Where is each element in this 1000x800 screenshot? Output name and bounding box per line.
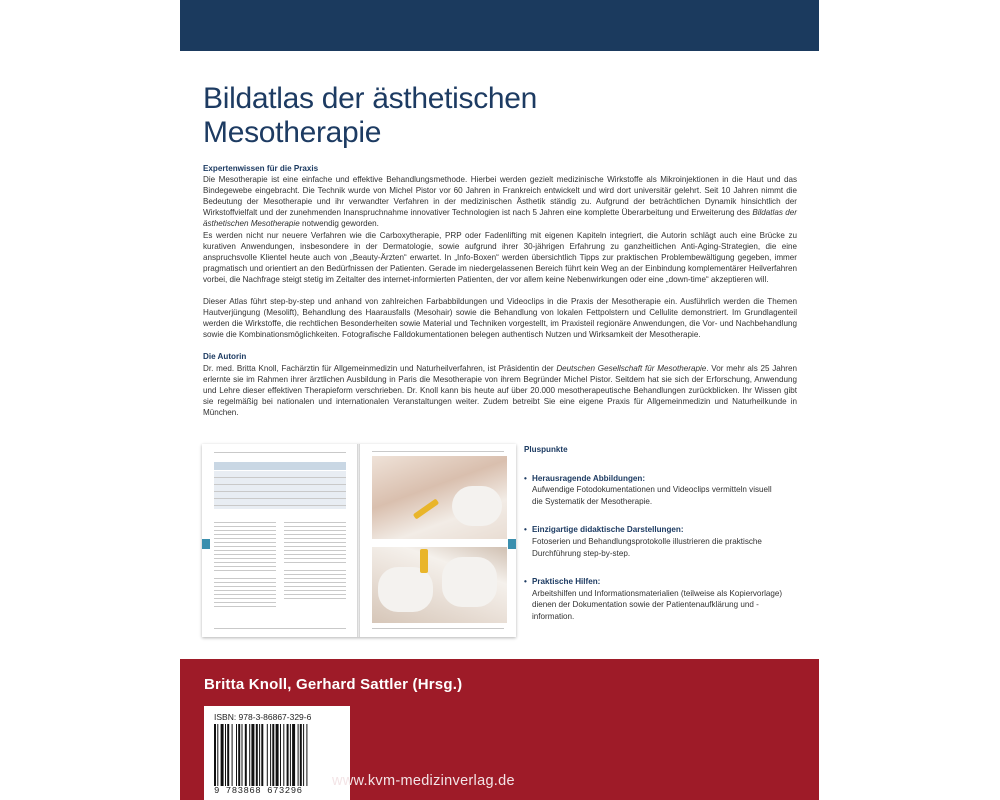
barcode-bar: [245, 724, 247, 786]
barcode-bar: [242, 724, 243, 786]
barcode-box: [204, 706, 350, 800]
pluspunkt-title: Praktische Hilfen:: [532, 577, 601, 587]
barcode-icon: [214, 724, 340, 786]
bullet-icon: •: [524, 577, 527, 587]
barcode-bar: [217, 724, 218, 786]
barcode-bar: [283, 724, 284, 786]
pluspunkt-text: Fotoserien und Behandlungsprotokolle illustrieren die praktische Durchführung step-by-step.: [532, 536, 762, 558]
book-spread-right-page-photos-icon: [360, 444, 516, 637]
paragraph-4-a: Dr. med. Britta Knoll, Fachärztin für Allgemeinmedizin und Naturheilverfahren, ist Präsidentin der: [203, 363, 557, 373]
paragraph-4-b: . Vor mehr als 25 Jahren erlernte sie im Rahmen ihrer ärztlichen Ausbildung in Paris die Mesotherapie von ihrem Begründer Michel Pistor. Seitdem hat sie sich der Erforschung, Anwendung und Lehre dieser effektiven Therapieform verschrieben. Dr. Knoll kann bis heute auf über 20.000 mesotherapeutische Behandlungen zurückblicken. Ihr Wissen gibt sie regelmäßig bei nationalen und internationalen Veranstaltungen weiter. Zudem betreibt Sie eine eigene Praxis für Allgemeinmedizin und Naturheilkunde in München.: [203, 363, 798, 417]
pluspunkt-item: [524, 576, 784, 622]
injection-photo-2: [372, 547, 507, 623]
paragraph-4-italic: Deutschen Gesellschaft für Mesotherapie: [556, 363, 707, 373]
barcode-bar: [270, 724, 271, 786]
paragraph-1-a: Die Mesotherapie ist eine einfache und effektive Behandlungsmethode. Hierbei werden gezielt medizinische Wirkstoffe als Mikroinjektionen in die Haut und das Bindegewebe eingebracht. Die Technik wurde von Michel Pistor vor 60 Jahren in Frankreich entwickelt und wird dort universitär gelehrt. Seit 10 Jahren nimmt die Bedeutung der Mesotherapie und ihr verwandter Verfahren in der medizinischen Ästhetik ständig zu. Aufgrund der beträchtlichen Dynamik hinsichtlich der Wirkstoffvielfalt und der zunehmenden Inanspruchnahme innovativer Technologien ist nach 5 Jahren eine komplette Überarbeitung und Erweiterung des: [203, 175, 797, 218]
barcode-bar: [225, 724, 226, 786]
pluspunkt-item: [524, 473, 784, 508]
book-title-line-2: Mesotherapie: [203, 116, 382, 149]
book-spread-left-page-icon: [202, 444, 358, 637]
authors: Britta Knoll, Gerhard Sattler (Hrsg.): [204, 676, 463, 693]
bullet-icon: •: [524, 473, 527, 483]
barcode-bar: [300, 724, 302, 786]
barcode-bar: [280, 724, 281, 786]
paragraph-4: [203, 363, 797, 418]
top-color-bar: [180, 0, 819, 51]
ean-number: 9 783868 673296: [214, 786, 303, 796]
barcode-bar: [267, 724, 268, 786]
barcode-bar: [261, 724, 263, 786]
barcode-bar: [298, 724, 299, 786]
author-band: [180, 659, 819, 800]
barcode-bar: [287, 724, 289, 786]
pluspunkt-text: Aufwendige Fotodokumentationen und Videoclips vermitteln visuell die Systematik der Mesotherapie.: [532, 485, 772, 506]
barcode-bar: [249, 724, 250, 786]
experten-heading: Expertenwissen für die Praxis: [203, 164, 319, 173]
autorin-heading: Die Autorin: [203, 352, 247, 362]
bullet-icon: •: [524, 525, 527, 535]
barcode-bar: [227, 724, 229, 786]
paragraph-1-italic: Bildatlas der ästhetischen Mesotherapie: [203, 208, 797, 229]
pluspunkt-text: Arbeitshilfen und Informationsmaterialien (teilweise als Kopiervorlage) dienen der Dokumentation sowie der Patientenaufklärung und -information.: [532, 588, 783, 621]
barcode-bar: [276, 724, 279, 786]
pluspunkt-title: Einzigartige didaktische Darstellungen:: [532, 525, 684, 535]
paragraph-1: [203, 174, 797, 229]
pluspunkt-item: [524, 524, 784, 559]
description-text: [203, 163, 797, 418]
barcode-bar: [259, 724, 260, 786]
paragraph-2: Es werden nicht nur neuere Verfahren wie die Carboxytherapie, PRP oder Fadenlifting mit eigenen Kapiteln integriert, die Autorin schlägt auch eine Brücke zu kurativen Anwendungen, insbesondere in der Dermatologie, sowie aufgrund ihrer 30-jährigen Erfahrung zu ganzheitlichen Anti-Aging-Strategien, die eine anspruchsvolle Klientel heute auch von „Beauty-Ärzten“ erwartet. In „Info-Boxen“ werden übersichtlich Tipps zur praktischen Problembewältigung gegeben, immer pragmatisch und orientiert an den Bedürfnissen der Patienten. Gerade im niedergelassenen Bereich führt kein Weg an der Einbindung komplementärer Heilverfahren vorbei, die Nachfrage steigt stetig im Zeitalter des internet-informierten Patienten, der vor allem keine Nebenwirkungen oder eine „down-time“ akzeptieren will.: [203, 230, 797, 284]
barcode-bar: [306, 724, 307, 786]
book-back-cover: [180, 0, 819, 800]
barcode-bar: [214, 724, 216, 786]
barcode-bar: [251, 724, 254, 786]
pluspunkte-box: [524, 444, 784, 640]
barcode-bar: [236, 724, 237, 786]
barcode-bar: [221, 724, 224, 786]
pluspunkt-title: Herausragende Abbildungen:: [532, 473, 646, 483]
barcode-bar: [292, 724, 295, 786]
book-title: [203, 82, 537, 150]
book-title-line-1: Bildatlas der ästhetischen: [203, 82, 538, 115]
barcode-bar: [232, 724, 233, 786]
barcode-bar: [272, 724, 274, 786]
pluspunkte-heading: Pluspunkte: [524, 445, 568, 454]
barcode-bar: [256, 724, 258, 786]
isbn: ISBN: 978-3-86867-329-6: [214, 712, 312, 722]
injection-photo-1: [372, 456, 507, 539]
barcode-bar: [238, 724, 240, 786]
barcode-bar: [303, 724, 304, 786]
barcode-bar: [290, 724, 291, 786]
paragraph-3: Dieser Atlas führt step-by-step und anhand von zahlreichen Farbabbildungen und Videoclips in die Praxis der Mesotherapie ein. Ausführlich werden die Themen Hautverjüngung (Mesolift), Behandlung des Haarausfalls (Mesohair) sowie die Behandlung von lokalen Fettpolstern und Cellulite demonstriert. Im Grundlagenteil werden die Wirkstoffe, die rechtlichen Besonderheiten sowie Material und Techniken vorgestellt, im Praxisteil regionäre Anwendungen, die Vor- und Nachbehandlung sowie die Kombinationsmöglichkeiten. Fotografische Falldokumentationen belegen authentisch Nutzen und Wirksamkeit der Mesotherapie.: [203, 297, 797, 340]
publisher-url[interactable]: www.kvm-medizinverlag.de: [332, 773, 515, 789]
paragraph-1-b: notwendig geworden.: [299, 219, 379, 229]
book-preview-image: [202, 444, 516, 637]
